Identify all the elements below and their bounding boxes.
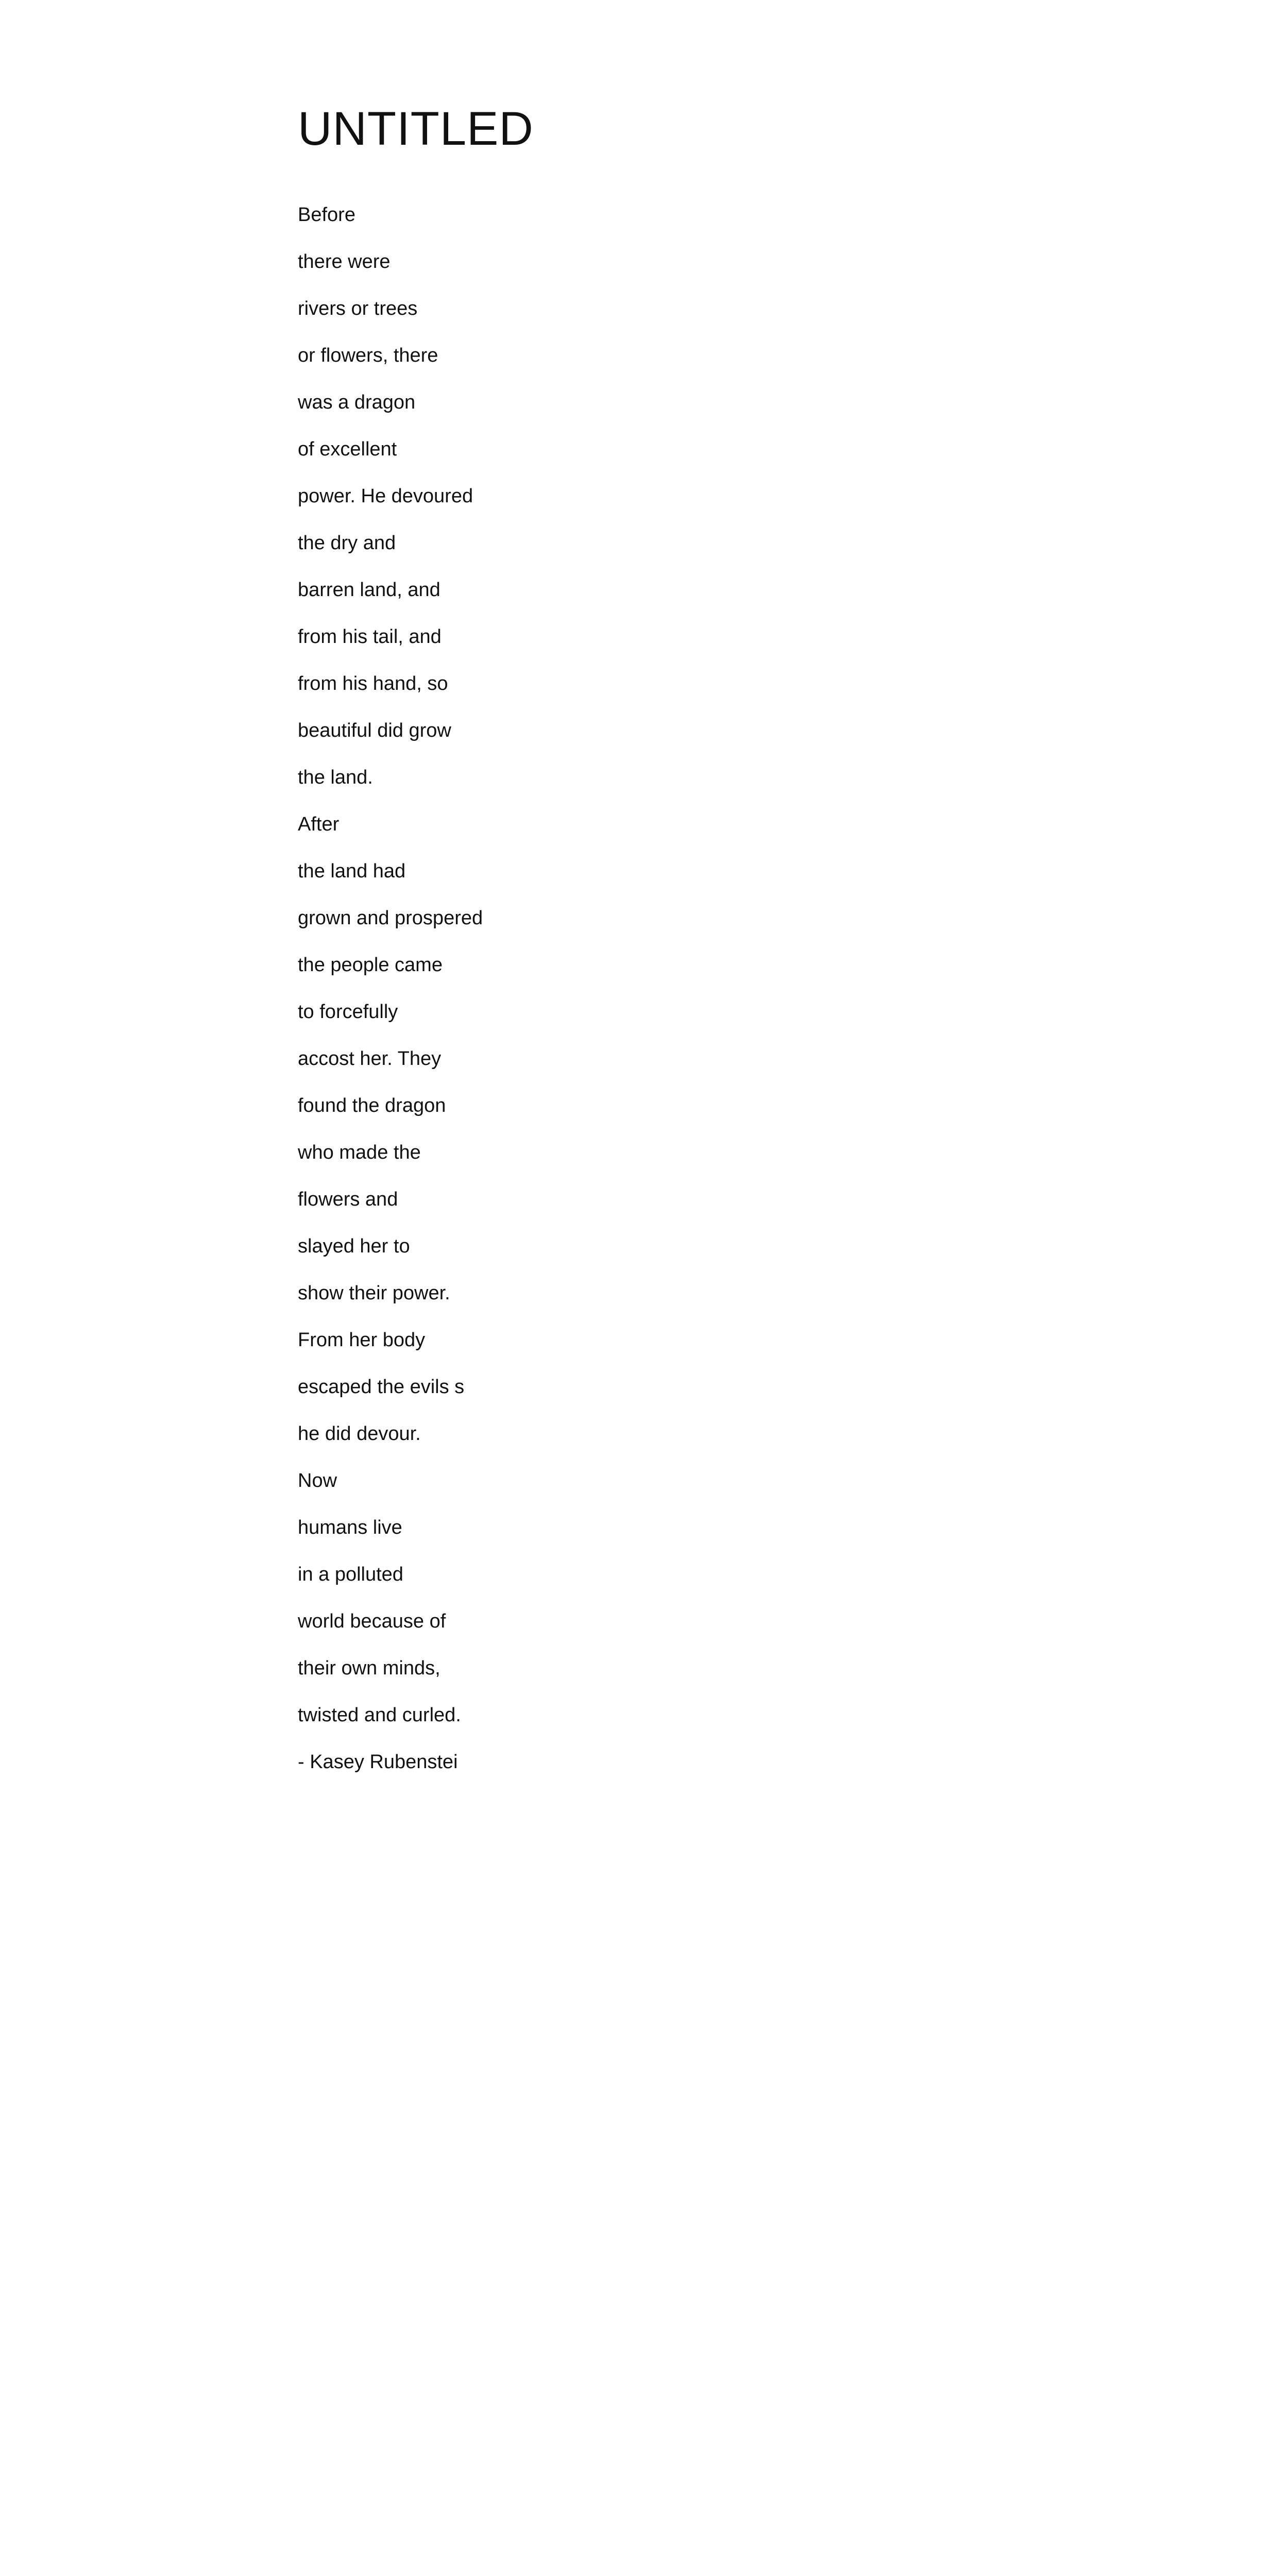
poem-line: or flowers, there xyxy=(298,345,438,366)
poem-line: the land had xyxy=(298,860,406,882)
poem-line: of excellent xyxy=(298,438,397,460)
poem-body xyxy=(298,192,1019,1786)
poem-line: to forcefully xyxy=(298,1001,398,1023)
poem-line: escaped the evils s xyxy=(298,1376,465,1398)
poem-line: from his tail, and xyxy=(298,626,442,648)
poem-line: flowers and xyxy=(298,1189,398,1210)
poem-line: beautiful did grow xyxy=(298,720,451,741)
poem-line: rivers or trees xyxy=(298,298,418,319)
poem-line: Before xyxy=(298,204,355,226)
poem-line: there were xyxy=(298,251,391,273)
poem-line: the people came xyxy=(298,954,443,976)
poem-line: was a dragon xyxy=(298,392,416,413)
poem-line: from his hand, so xyxy=(298,673,448,694)
poem-author: - Kasey Rubenstei xyxy=(298,1751,458,1773)
poem-line: grown and prospered xyxy=(298,907,483,929)
poem-line: the dry and xyxy=(298,532,396,554)
poem-line: After xyxy=(298,814,340,835)
poem-line: the land. xyxy=(298,767,373,788)
poem-line: who made the xyxy=(298,1142,421,1163)
poem-line: barren land, and xyxy=(298,579,440,601)
poem-line: slayed her to xyxy=(298,1235,410,1257)
poem-line: world because of xyxy=(298,1611,446,1632)
poem-line: Now xyxy=(298,1470,337,1492)
poem-line: accost her. They xyxy=(298,1048,442,1070)
poem-line: found the dragon xyxy=(298,1095,446,1116)
poem-line: he did devour. xyxy=(298,1423,421,1445)
poem-line: twisted and curled. xyxy=(298,1704,461,1726)
poem-title: UNTITLED xyxy=(298,103,534,155)
poem-line: humans live xyxy=(298,1517,402,1538)
poem-line: show their power. xyxy=(298,1282,450,1304)
poem-line: power. He devoured xyxy=(298,485,473,507)
poem-line: From her body xyxy=(298,1329,426,1351)
poem-page xyxy=(298,98,1019,1786)
poem-line: their own minds, xyxy=(298,1657,440,1679)
poem-line: in a polluted xyxy=(298,1564,403,1585)
